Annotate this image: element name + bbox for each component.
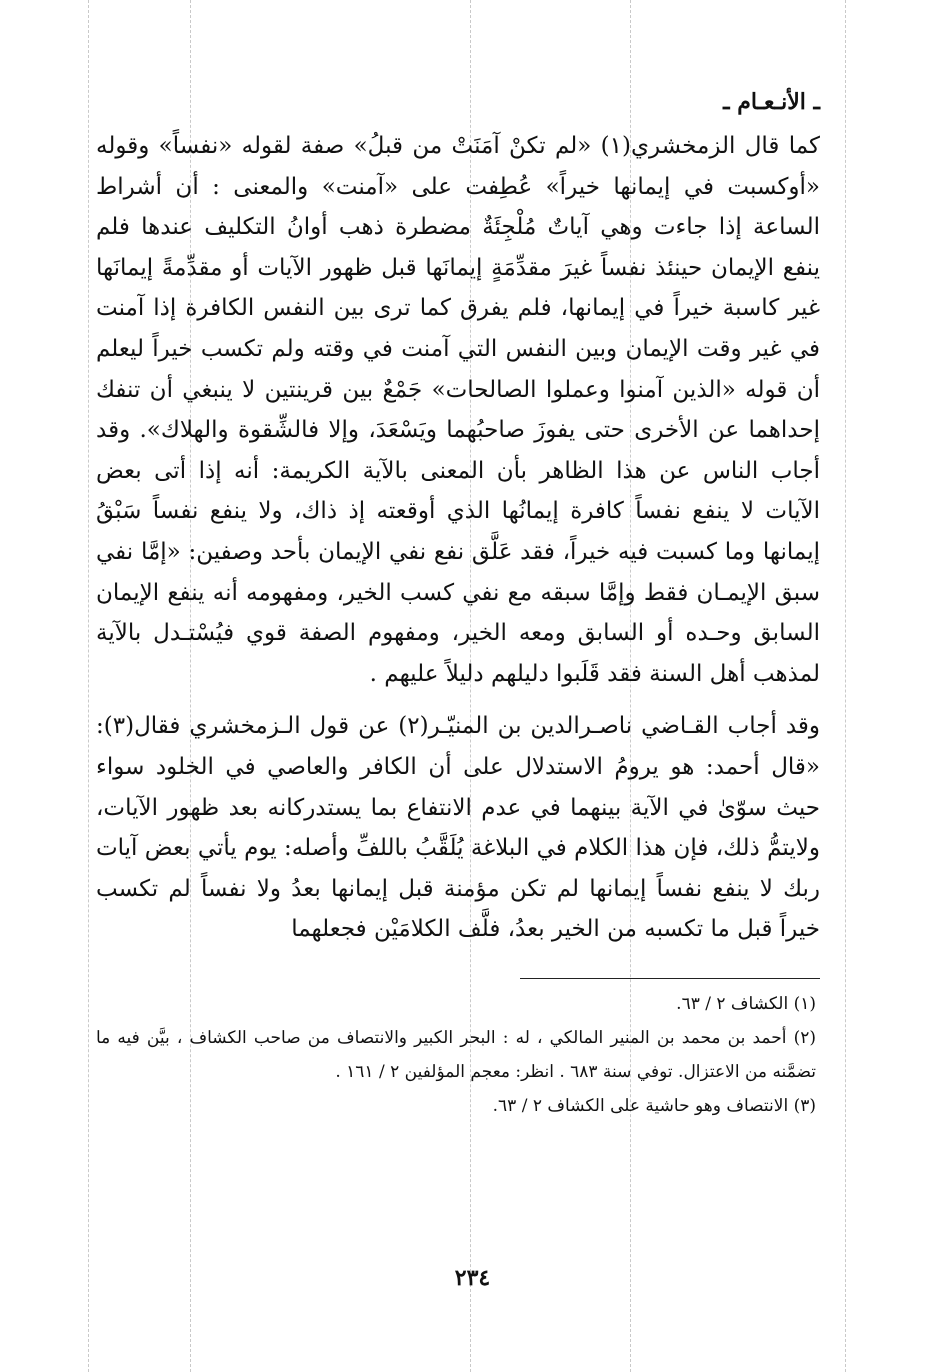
binding-guide-right xyxy=(845,0,846,1372)
paragraph-1: كما قال الزمخشري(١) «لم تكنْ آمَنَتْ من قبلُ» صفة لقوله «نفساً» وقوله «أوكسبت في إيمانها خيراً» عُطِفت على «آمنت» والمعنى : أن أشراط الساعة إذا جاءت وهي آياتٌ مُلْجِئَةٌ مضطرة ذهب أوانُ التكليف عندها فلم ينفع الإيمان حينئذ نفساً غيرَ مقدِّمَةٍ إيمانَها قبل ظهور الآيات أو مقدِّمةً إيمانَها غير كاسبة خيراً في إيمانها، فلم يفرق كما ترى بين النفس الكافرة إذا آمنت في غير وقت الإيمان وبين النفس التي آمنت في وقته ولم تكسب خيراً ليعلم أن قوله «الذين آمنوا وعملوا الصالحات» جَمْعٌ بين قرينتين لا ينبغي أن تنفك إحداهما عن الأخرى حتى يفوزَ صاحبُهما ويَسْعَدَ، وإلا فالشِّقوة والهلاك». وقد أجاب الناس عن هذا الظاهر بأن المعنى بالآية الكريمة: أنه إذا أتى بعض الآيات لا ينفع نفساً كافرة إيمانُها الذي أوقعته إذ ذاك، ولا ينفع نفساً سَبْقُ إيمانها وما كسبت فيه خيراً، فقد عَلَّق نفع نفي الإيمان بأحد وصفين: «إمَّا نفي سبق الإيمـان فقط وإمَّا سبقه مع نفي كسب الخير، ومفهومه أنه ينفع الإيمان السابق وحـده أو السابق ومعه الخير، ومفهوم الصفة قوي فيُسْتـدل بالآية لمذهب أهل السنة فقد قَلَبوا دليلهم دليلاً عليهم . xyxy=(96,133,820,687)
binding-guide-left xyxy=(88,0,89,1372)
running-head: ـ الأنـعـام ـ xyxy=(723,89,820,115)
paragraph-2: وقد أجاب القـاضي ناصـرالدين بن المنيّـر(٢) عن قول الـزمخشري فقال(٣): «قال أحمد: هو يرومُ الاستدلال على أن الكافر والعاصي في الخلود سواء حيث سوّىٰ في الآية بينهما في عدم الانتفاع بما يستدركانه بعد ظهور الآيات، ولايتمُّ ذلك، فإن هذا الكلام في البلاغة يُلَقَّبُ باللفِّ وأصله: يوم يأتي بعض آيات ربك لا ينفع نفساً إيمانها لم تكن مؤمنة قبل إيمانها بعدُ ولا نفساً لم تكسب خيراً قبل ما تكسبه من الخير بعدُ، فلَّف الكلامَيْن فجعلهما xyxy=(96,713,820,943)
page-number: ٢٣٤ xyxy=(454,1265,491,1291)
footnote-1: (١) الكشاف ٢ / ٦٣. xyxy=(676,993,816,1014)
footnote-2: (٢) أحمد بن محمد بن المنير المالكي ، له : البحر الكبير والانتصاف من صاحب الكشاف ، بيَّن فيه ما تضمَّنه من الاعتزال. توفي سنة ٦٨٣ . انظر: معجم المؤلفين ٢ / ١٦١ . xyxy=(96,1027,816,1082)
footnote-separator xyxy=(520,978,820,979)
book-page xyxy=(96,80,820,1123)
footnotes xyxy=(96,987,820,1123)
footnote-3: (٣) الانتصاف وهو حاشية على الكشاف ٢ / ٦٣. xyxy=(492,1095,816,1116)
